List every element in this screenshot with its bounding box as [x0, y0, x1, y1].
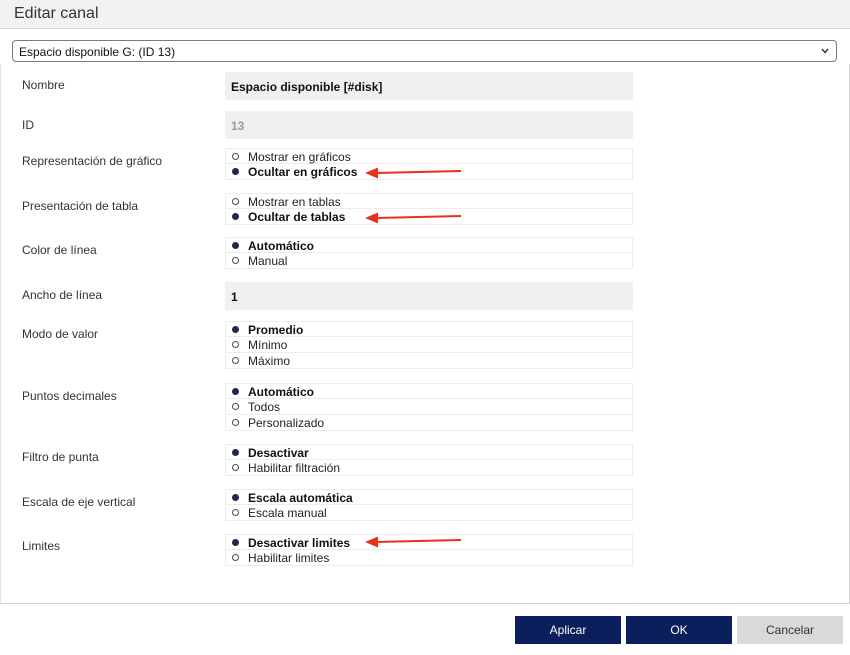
- radio-scale-manual[interactable]: [225, 505, 633, 521]
- name-label: Nombre: [22, 78, 65, 92]
- radio-label: Mostrar en tablas: [248, 195, 341, 209]
- dialog-footer: [0, 603, 850, 655]
- line-color-label: Color de línea: [22, 243, 97, 257]
- radio-label: Desactivar: [248, 446, 309, 460]
- annotation-arrow-icon: [363, 211, 463, 225]
- radio-label: Escala manual: [248, 506, 327, 520]
- value-mode-label: Modo de valor: [22, 327, 99, 341]
- channel-select[interactable]: [12, 40, 837, 62]
- radio-line-color-manual[interactable]: [225, 253, 633, 269]
- radio-decimals-auto[interactable]: [225, 383, 633, 399]
- radio-icon: [232, 153, 239, 160]
- vertical-scale-group: [225, 489, 633, 521]
- name-value: Espacio disponible [#disk]: [231, 80, 383, 94]
- radio-icon: [232, 242, 239, 249]
- radio-show-in-charts[interactable]: [225, 148, 633, 164]
- radio-label: Todos: [248, 400, 281, 414]
- apply-button[interactable]: Aplicar: [515, 616, 621, 644]
- radio-label: Mostrar en gráficos: [248, 150, 351, 164]
- chart-representation-label: Representación de gráfico: [22, 154, 163, 168]
- radio-decimals-all[interactable]: [225, 399, 633, 415]
- radio-icon: [232, 198, 239, 205]
- cancel-button[interactable]: Cancelar: [737, 616, 843, 644]
- radio-label: Habilitar filtración: [248, 461, 341, 475]
- radio-icon: [232, 326, 239, 333]
- table-presentation-label: Presentación de tabla: [22, 199, 139, 213]
- radio-icon: [232, 357, 239, 364]
- radio-spike-filter-off[interactable]: [225, 444, 633, 460]
- radio-value-average[interactable]: [225, 321, 633, 337]
- radio-icon: [232, 341, 239, 348]
- vertical-scale-label: Escala de eje vertical: [22, 495, 136, 509]
- radio-label: Escala automática: [248, 491, 353, 505]
- radio-value-minimum[interactable]: [225, 337, 633, 353]
- id-field: [225, 111, 633, 139]
- radio-label: Ocultar en gráficos: [248, 165, 358, 179]
- radio-scale-auto[interactable]: [225, 489, 633, 505]
- channel-settings-form[interactable]: [0, 64, 850, 603]
- radio-icon: [232, 388, 239, 395]
- radio-icon: [232, 168, 239, 175]
- radio-icon: [232, 257, 239, 264]
- radio-icon: [232, 213, 239, 220]
- radio-icon: [232, 539, 239, 546]
- radio-label: Habilitar limites: [248, 551, 330, 565]
- radio-value-maximum[interactable]: [225, 353, 633, 369]
- annotation-arrow-icon: [363, 166, 463, 180]
- radio-label: Desactivar limites: [248, 536, 351, 550]
- decimal-places-group: [225, 383, 633, 431]
- value-mode-group: [225, 321, 633, 369]
- chevron-down-icon: [819, 44, 831, 58]
- line-color-group: [225, 237, 633, 269]
- limits-label: Limites: [22, 539, 61, 553]
- radio-icon: [232, 403, 239, 410]
- spike-filter-group: [225, 444, 633, 476]
- line-width-label: Ancho de línea: [22, 288, 103, 302]
- radio-limits-on[interactable]: [225, 550, 633, 566]
- radio-label: Máximo: [248, 354, 291, 368]
- ok-button[interactable]: OK: [626, 616, 732, 644]
- radio-label: Mínimo: [248, 338, 288, 352]
- annotation-arrow-icon: [363, 535, 463, 549]
- channel-select-value: Espacio disponible G: (ID 13): [19, 45, 176, 59]
- id-label: ID: [22, 118, 34, 132]
- line-width-value: 1: [231, 290, 238, 304]
- radio-label: Promedio: [248, 323, 304, 337]
- radio-label: Ocultar de tablas: [248, 210, 346, 224]
- dialog-title: Editar canal: [14, 5, 99, 22]
- radio-label: Automático: [248, 385, 314, 399]
- radio-icon: [232, 554, 239, 561]
- radio-icon: [232, 464, 239, 471]
- radio-show-in-tables[interactable]: [225, 193, 633, 209]
- decimal-places-label: Puntos decimales: [22, 389, 117, 403]
- spike-filter-label: Filtro de punta: [22, 450, 99, 464]
- radio-decimals-custom[interactable]: [225, 415, 633, 431]
- id-value: 13: [231, 119, 245, 133]
- radio-icon: [232, 509, 239, 516]
- radio-label: Automático: [248, 239, 314, 253]
- radio-line-color-auto[interactable]: [225, 237, 633, 253]
- radio-spike-filter-on[interactable]: [225, 460, 633, 476]
- radio-icon: [232, 449, 239, 456]
- radio-label: Personalizado: [248, 416, 325, 430]
- name-field[interactable]: [225, 72, 633, 100]
- line-width-field[interactable]: [225, 282, 633, 310]
- radio-label: Manual: [248, 254, 288, 268]
- dialog-titlebar: [0, 0, 850, 29]
- radio-icon: [232, 419, 239, 426]
- radio-icon: [232, 494, 239, 501]
